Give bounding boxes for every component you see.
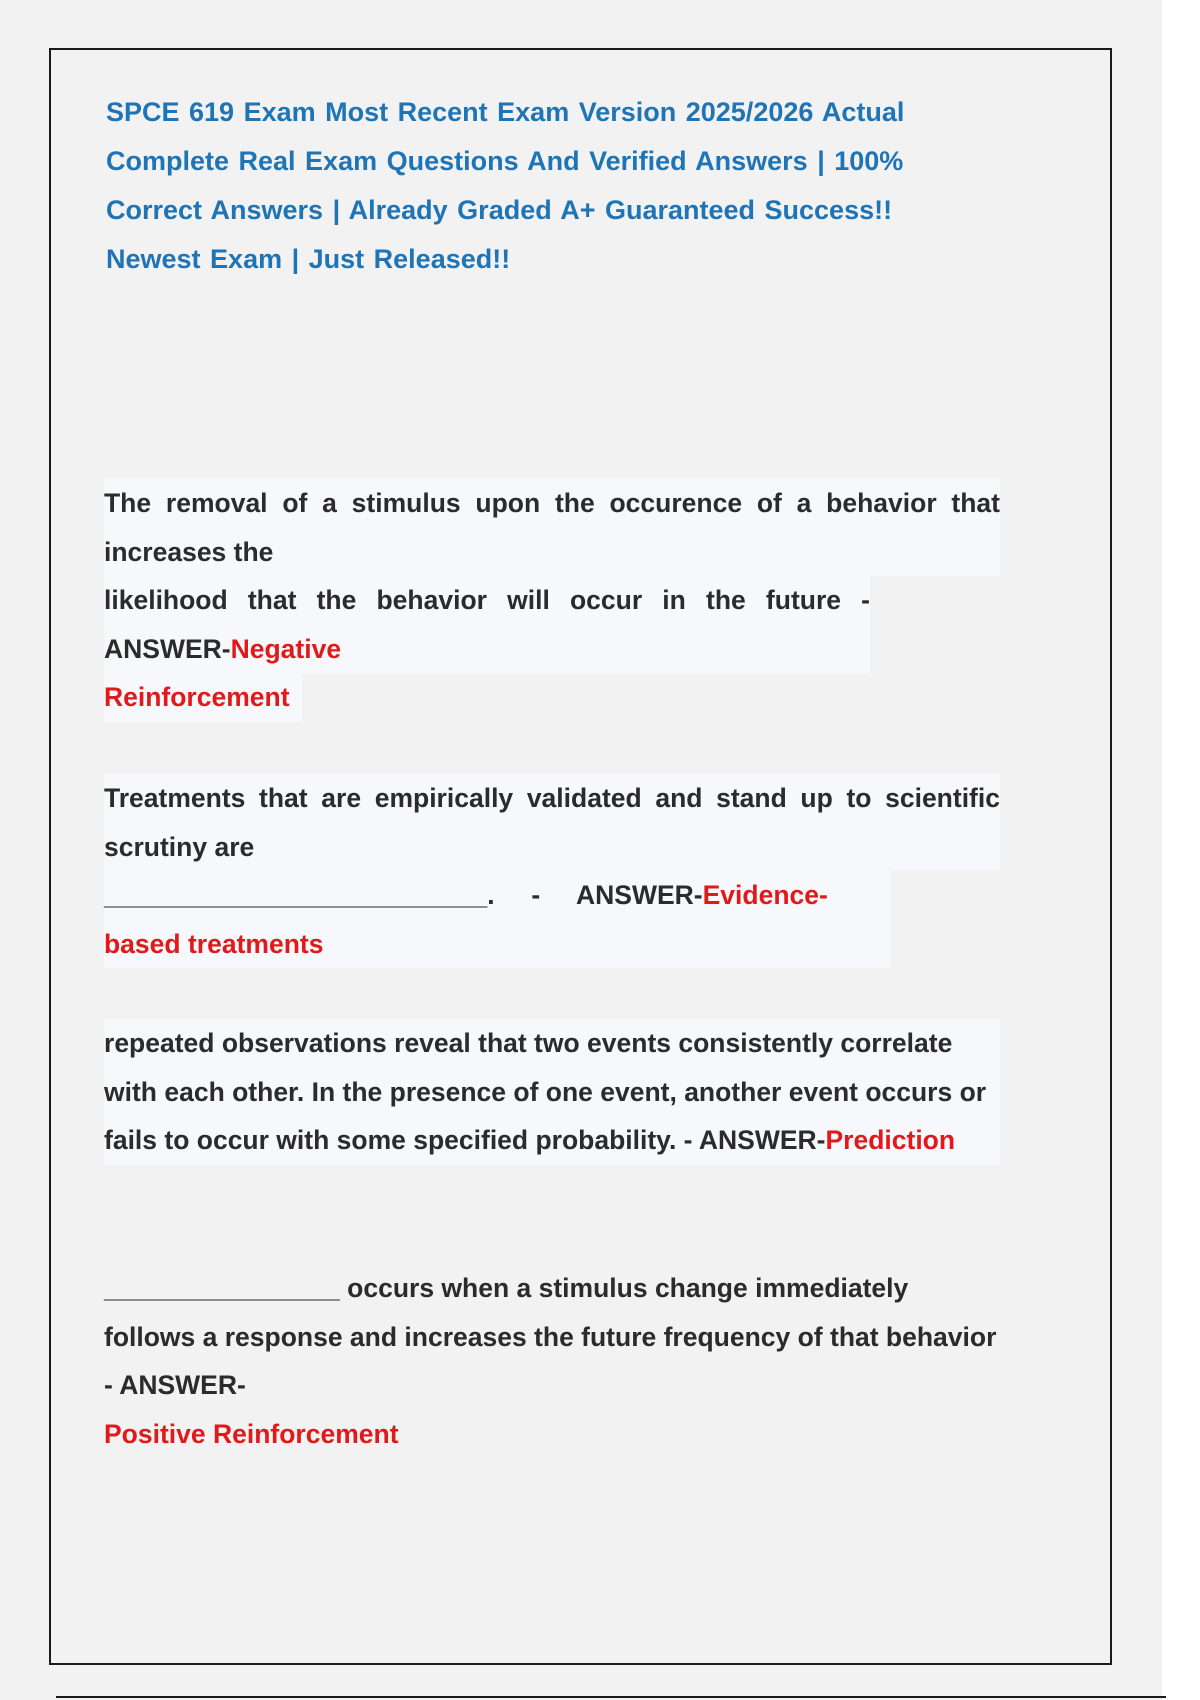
question-2-text: Treatments that are empirically validated and stand up to scientific scrutiny are [104,774,1000,871]
question-block-3 [104,1019,1004,1165]
question-block-1 [104,479,1004,722]
question-3-text: repeated observations reveal that two events consistently correlate with each other. In the presence of one event, another event occurs or fails to occur with some specified probability. - ANSWER- [104,1028,987,1155]
question-block-2 [104,774,1004,968]
question-1-answer-prefix: likelihood that the behavior will occur in the future - ANSWER- [104,585,870,664]
question-1-answer-continued: Reinforcement [104,673,302,722]
question-block-4 [104,1264,1004,1458]
question-2-continuation [104,871,890,968]
question-2-answer: Evidence- [702,880,828,910]
question-2-answer-continued: based treatments [104,928,324,959]
question-1-answer: Negative [230,633,342,664]
question-1-continuation [104,576,870,673]
question-4-text: ________________ occurs when a stimulus change immediately follows a response and increases the future frequency of that behavior - ANSWER- [104,1273,997,1400]
question-3-answer: Prediction [825,1125,956,1155]
question-3-paragraph [104,1019,1000,1165]
question-4-answer: Positive Reinforcement [104,1418,399,1449]
question-1-text: The removal of a stimulus upon the occurence of a behavior that increases the [104,479,1000,576]
page-margin-strip [1162,0,1200,1700]
document-title: SPCE 619 Exam Most Recent Exam Version 2025/2026 Actual Complete Real Exam Questions And Verified Answers | 100% Correct Answers | Already Graded A+ Guaranteed Success!! Newest Exam | Just Released!! [106,97,905,274]
page-bottom-rule [56,1696,1166,1698]
question-2-blank: __________________________. - ANSWER- [104,880,703,910]
